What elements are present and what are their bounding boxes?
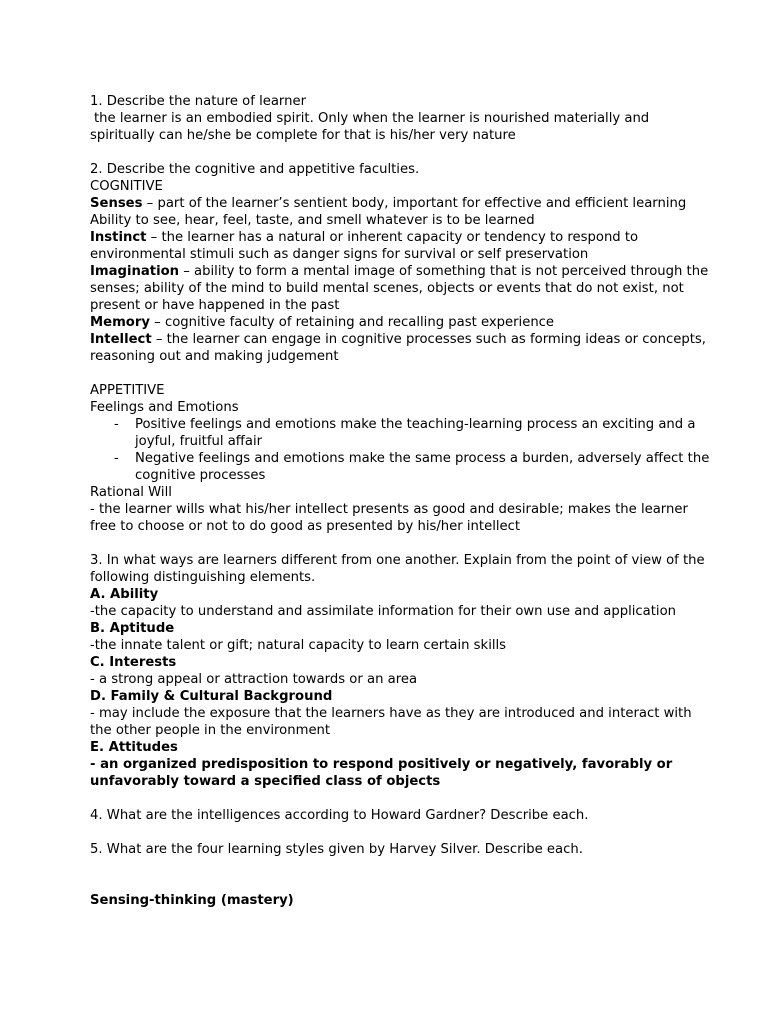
senses-definition: – part of the learner’s sentient body, important for effective and efficient learning: [142, 196, 687, 211]
ability-heading: A. Ability: [90, 587, 159, 602]
bullet-dash: -: [114, 417, 119, 432]
bullet-item: [90, 450, 710, 484]
instinct-definition: – the learner has a natural or inherent capacity or tendency to respond to: [146, 230, 639, 245]
bullet-line-2: cognitive processes: [135, 468, 266, 483]
interests-heading: C. Interests: [90, 655, 177, 670]
intellect-definition: – the learner can engage in cognitive processes such as forming ideas or concepts,: [151, 332, 706, 347]
aptitude-heading: B. Aptitude: [90, 621, 175, 636]
rational-will-line-2: free to choose or not to do good as presented by his/her intellect: [90, 519, 521, 534]
q1-question: 1. Describe the nature of learner: [90, 94, 307, 109]
family-background-heading: D. Family & Cultural Background: [90, 689, 333, 704]
intellect-term: Intellect: [90, 332, 152, 347]
bullet-item: [90, 416, 696, 450]
imagination-definition: – ability to form a mental image of something that is not perceived through the: [179, 264, 709, 279]
appetitive-heading: APPETITIVE: [90, 383, 165, 398]
memory-term: Memory: [90, 315, 150, 330]
bullet-line-1: Positive feelings and emotions make the teaching-learning process an exciting and a: [135, 417, 696, 432]
q4-question: 4. What are the intelligences according to Howard Gardner? Describe each.: [90, 808, 589, 823]
senses-entry: [90, 195, 690, 212]
q3-question-line-1: 3. In what ways are learners different from one another. Explain from the point of view of the: [90, 553, 705, 568]
feelings-heading: Feelings and Emotions: [90, 400, 239, 415]
memory-entry: [90, 314, 690, 331]
q3-question-line-2: following distinguishing elements.: [90, 570, 316, 585]
imagination-line-2: senses; ability of the mind to build mental scenes, objects or events that do not exist, not: [90, 281, 684, 296]
instinct-term: Instinct: [90, 230, 147, 245]
senses-line-2: Ability to see, hear, feel, taste, and smell whatever is to be learned: [90, 213, 535, 228]
document-body: [90, 93, 710, 909]
senses-term: Senses: [90, 196, 143, 211]
rational-will-heading: Rational Will: [90, 485, 172, 500]
rational-will-line-1: - the learner wills what his/her intellect presents as good and desirable; makes the learner: [90, 502, 688, 517]
memory-definition: – cognitive faculty of retaining and recalling past experience: [149, 315, 555, 330]
instinct-entry: [90, 229, 690, 246]
imagination-line-3: present or have happened in the past: [90, 298, 340, 313]
family-background-line-2: the other people in the environment: [90, 723, 331, 738]
imagination-entry: [90, 263, 709, 280]
bullet-dash: -: [114, 451, 119, 466]
interests-definition: - a strong appeal or attraction towards or an area: [90, 672, 418, 687]
instinct-line-2: environmental stimuli such as danger signs for survival or self preservation: [90, 247, 589, 262]
bullet-line-1: Negative feelings and emotions make the same process a burden, adversely affect the: [135, 451, 710, 466]
imagination-term: Imagination: [90, 264, 180, 279]
cognitive-heading: COGNITIVE: [90, 179, 163, 194]
q1-answer-line-2: spiritually can he/she be complete for that is his/her very nature: [90, 128, 516, 143]
section-heading: Sensing-thinking (mastery): [90, 893, 294, 908]
ability-definition: -the capacity to understand and assimilate information for their own use and application: [90, 604, 677, 619]
q2-question: 2. Describe the cognitive and appetitive faculties.: [90, 162, 420, 177]
attitudes-line-2: unfavorably toward a specified class of objects: [90, 774, 441, 789]
intellect-entry: [90, 331, 706, 348]
bullet-line-2: joyful, fruitful affair: [135, 434, 263, 449]
aptitude-definition: -the innate talent or gift; natural capacity to learn certain skills: [90, 638, 507, 653]
family-background-line-1: - may include the exposure that the learners have as they are introduced and interact with: [90, 706, 692, 721]
attitudes-line-1: - an organized predisposition to respond positively or negatively, favorably or: [90, 757, 673, 772]
intellect-line-2: reasoning out and making judgement: [90, 349, 339, 364]
q1-answer-line-1: the learner is an embodied spirit. Only when the learner is nourished materially and: [94, 111, 650, 126]
attitudes-heading: E. Attitudes: [90, 740, 178, 755]
q5-question: 5. What are the four learning styles given by Harvey Silver. Describe each.: [90, 842, 583, 857]
